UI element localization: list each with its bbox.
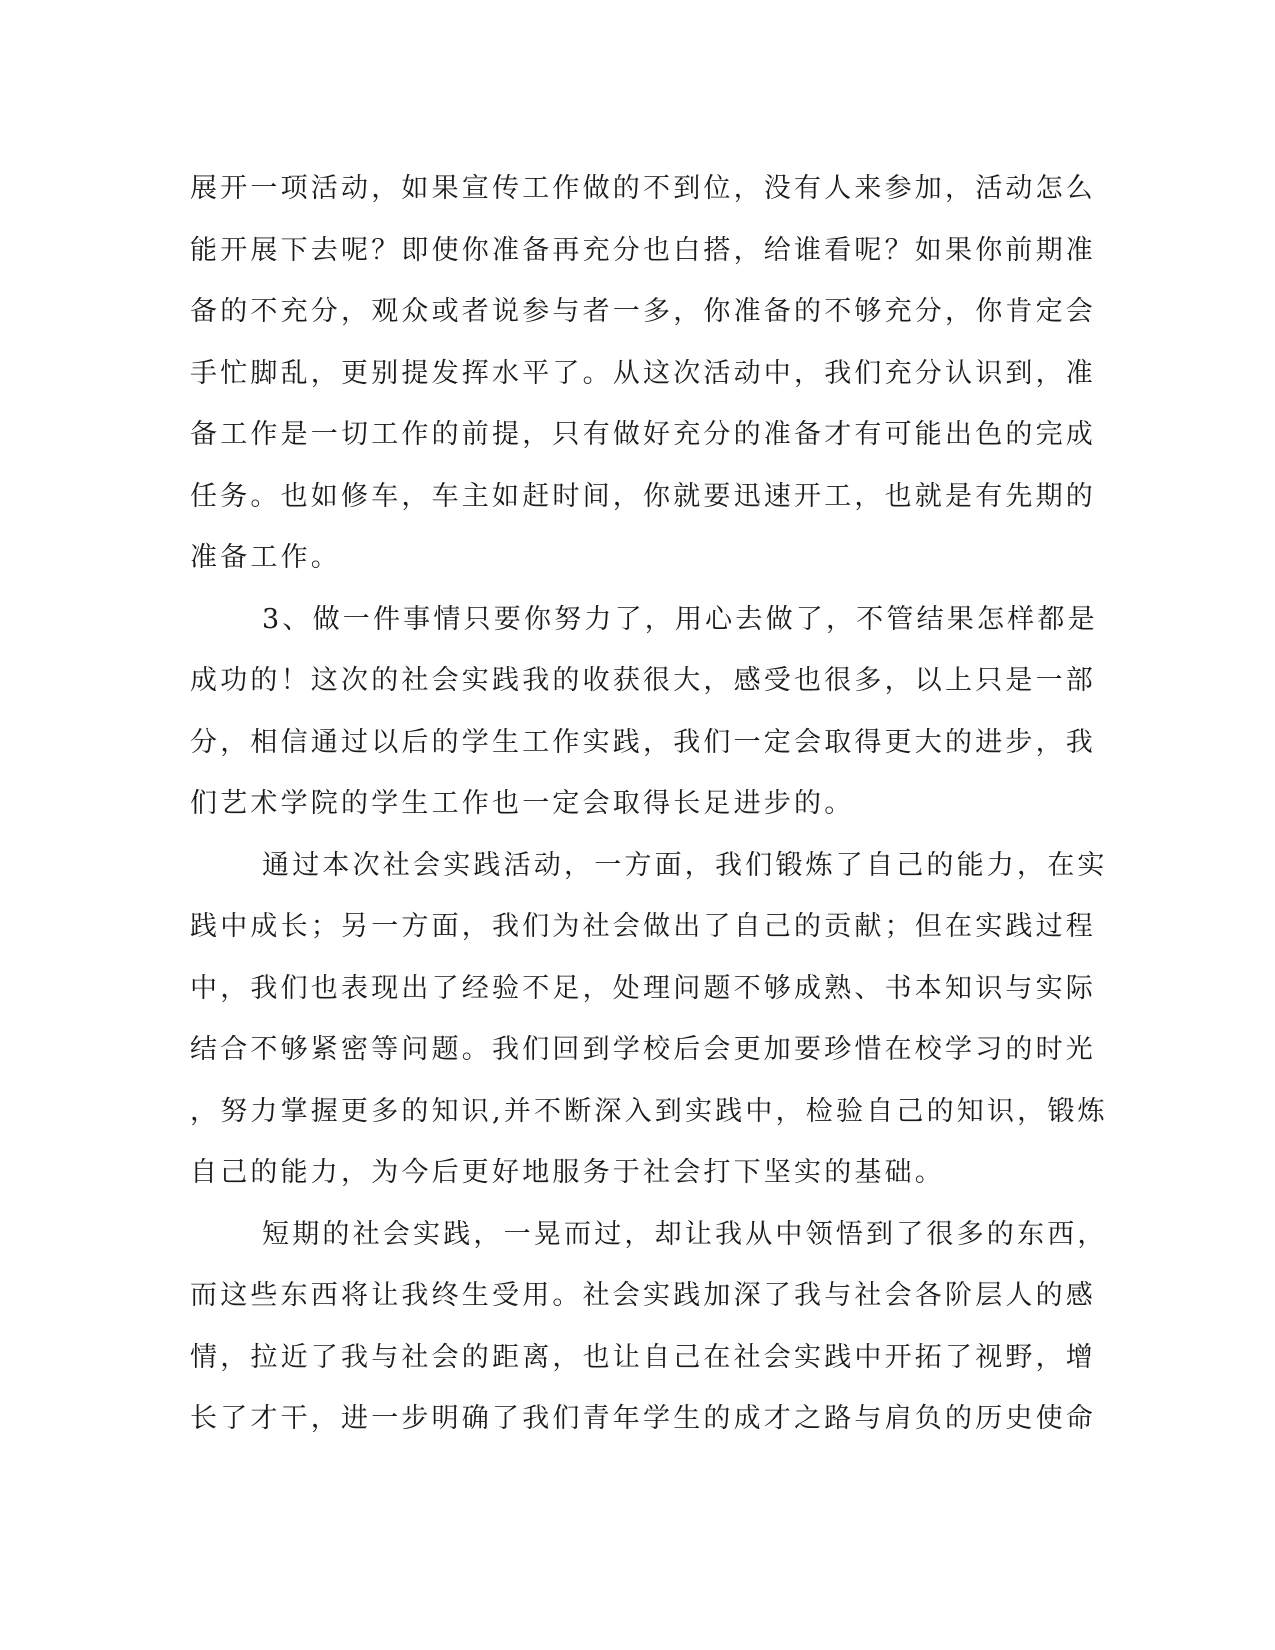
text-line: 而这些东西将让我终生受用。社会实践加深了我与社会各阶层人的感 [190,1280,1096,1311]
text-line: 3、做一件事情只要你努力了，用心去做了，不管结果怎样都是 [262,603,1098,635]
text-line: 结合不够紧密等问题。我们回到学校后会更加要珍惜在校学习的时光 [190,1034,1096,1065]
text-line: 成功的！这次的社会实践我的收获很大，感受也很多，以上只是一部 [190,665,1096,696]
text-line: 展开一项活动，如果宣传工作做的不到位，没有人来参加，活动怎么 [190,173,1096,204]
text-line: 通过本次社会实践活动，一方面，我们锻炼了自己的能力，在实 [262,849,1108,881]
text-line: 长了才干，进一步明确了我们青年学生的成才之路与肩负的历史使命 [190,1403,1096,1434]
text-line: 备的不充分，观众或者说参与者一多，你准备的不够充分，你肯定会 [190,296,1096,327]
text-line: 们艺术学院的学生工作也一定会取得长足进步的。 [190,788,855,819]
text-line: 手忙脚乱，更别提发挥水平了。从这次活动中，我们充分认识到，准 [190,357,1096,389]
text-line: 践中成长；另一方面，我们为社会做出了自己的贡献；但在实践过程 [190,911,1096,942]
text-line: ，努力掌握更多的知识,并不断深入到实践中，检验自己的知识，锻炼 [190,1095,1108,1127]
text-line: 情，拉近了我与社会的距离，也让自己在社会实践中开拓了视野，增 [190,1341,1096,1373]
body-text [190,158,1108,1450]
text-line: 自己的能力，为今后更好地服务于社会打下坚实的基础。 [190,1157,945,1188]
text-line: 分，相信通过以后的学生工作实践，我们一定会取得更大的进步，我 [190,726,1096,758]
text-line: 备工作是一切工作的前提，只有做好充分的准备才有可能出色的完成 [190,419,1096,450]
text-line: 能开展下去呢？即使你准备再充分也白搭，给谁看呢？如果你前期准 [190,234,1096,266]
text-line: 准备工作。 [190,542,341,573]
text-line: 中，我们也表现出了经验不足，处理问题不够成熟、书本知识与实际 [190,972,1096,1004]
text-line: 短期的社会实践，一晃而过，却让我从中领悟到了很多的东西， [262,1218,1108,1250]
text-line: 任务。也如修车，车主如赶时间，你就要迅速开工，也就是有先期的 [190,480,1096,512]
